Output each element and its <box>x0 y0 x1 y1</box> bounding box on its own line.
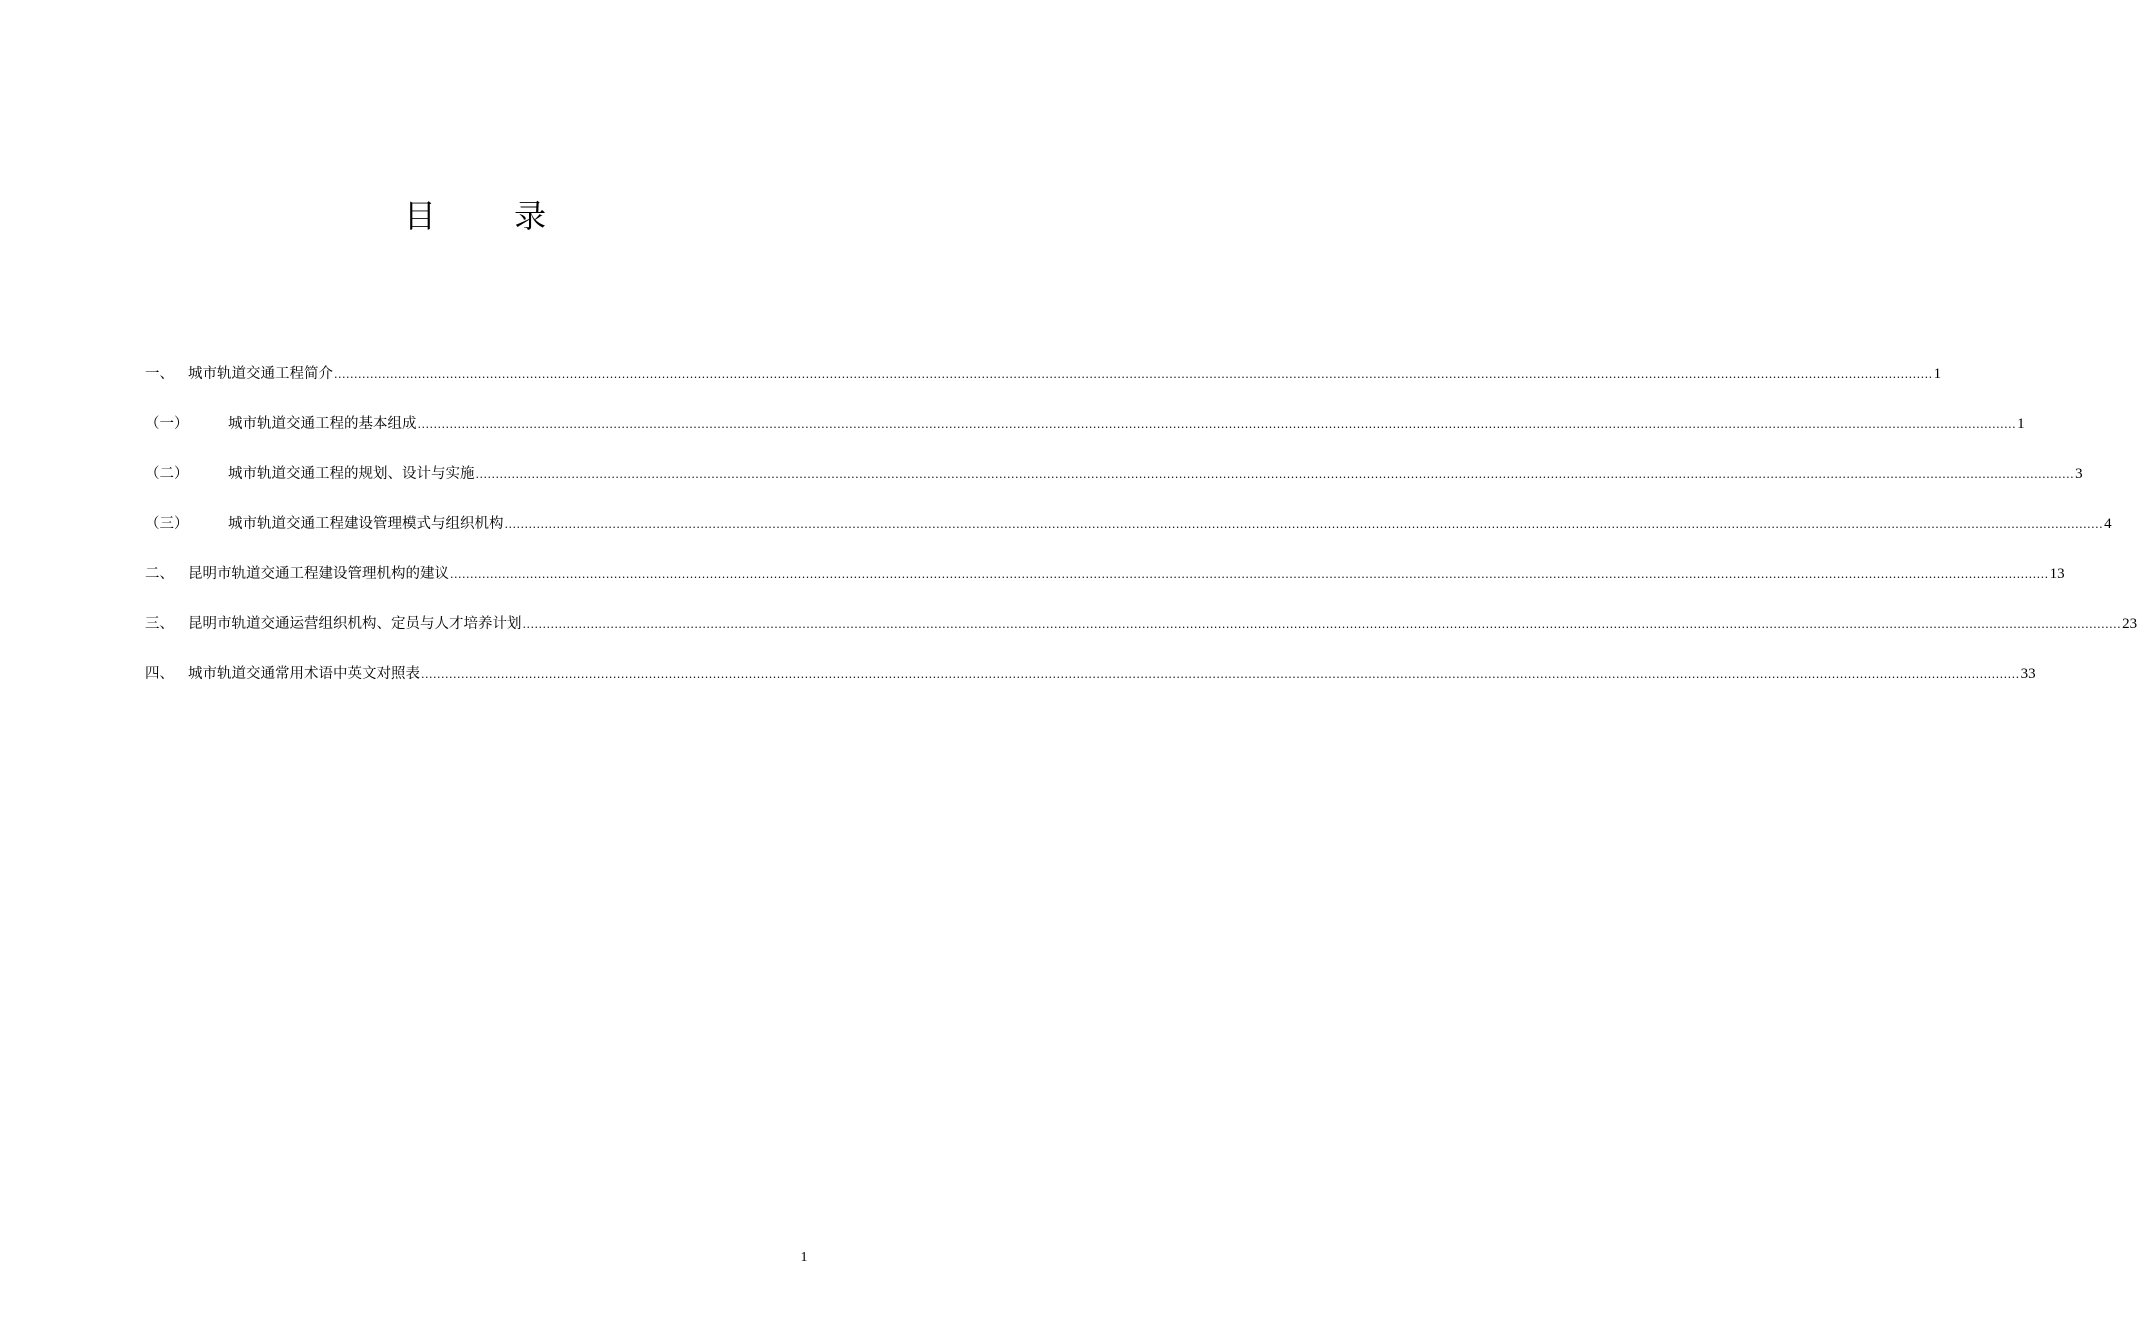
toc-dot-leader: ................................................................................................................................................................................................................................................................................................................................................................................................................ <box>522 618 2122 631</box>
toc-entry[interactable] <box>145 412 2025 462</box>
toc-dot-leader: ................................................................................................................................................................................................................................................................................................................................................................................................................ <box>421 668 2020 681</box>
toc-entry-number: （二） <box>145 466 189 482</box>
toc-entry-title: 昆明市轨道交通运营组织机构、定员与人才培养计划 <box>188 616 522 632</box>
page-title: 目 录 <box>403 197 581 235</box>
toc-dot-leader: ................................................................................................................................................................................................................................................................................................................................................................................................................ <box>475 468 2075 481</box>
toc-entry[interactable] <box>145 662 2036 712</box>
toc-entry-title: 昆明市轨道交通工程建设管理机构的建议 <box>188 566 449 582</box>
toc-dot-leader: ................................................................................................................................................................................................................................................................................................................................................................................................................ <box>504 518 2104 531</box>
toc-dot-leader: ................................................................................................................................................................................................................................................................................................................................................................................................................ <box>334 368 1933 381</box>
toc-entry[interactable] <box>145 562 2065 612</box>
toc-entry[interactable] <box>145 512 2112 562</box>
toc-entry[interactable] <box>145 462 2083 512</box>
toc-dot-leader: ................................................................................................................................................................................................................................................................................................................................................................................................................ <box>417 418 2017 431</box>
table-of-contents <box>145 362 2137 712</box>
toc-entry-number: 一、 <box>145 366 174 382</box>
toc-entry-title: 城市轨道交通工程的规划、设计与实施 <box>228 466 475 482</box>
toc-entry-title: 城市轨道交通工程简介 <box>188 366 333 382</box>
toc-entry-page: 1 <box>2017 416 2025 432</box>
toc-entry-number: （三） <box>145 516 189 532</box>
toc-entry-title: 城市轨道交通工程建设管理模式与组织机构 <box>228 516 504 532</box>
page-number: 1 <box>800 1250 808 1265</box>
toc-dot-leader: ................................................................................................................................................................................................................................................................................................................................................................................................................ <box>450 568 2049 581</box>
toc-entry-number: 四、 <box>145 666 174 682</box>
toc-entry-page: 33 <box>2020 666 2036 682</box>
toc-entry-page: 13 <box>2049 566 2065 582</box>
toc-entry[interactable] <box>145 362 1942 412</box>
toc-entry-page: 4 <box>2104 516 2112 532</box>
toc-entry-number: 三、 <box>145 616 174 632</box>
toc-entry-number: （一） <box>145 416 189 432</box>
toc-entry-page: 3 <box>2075 466 2083 482</box>
toc-entry-number: 二、 <box>145 566 174 582</box>
toc-entry-page: 23 <box>2122 616 2137 632</box>
toc-entry-title: 城市轨道交通工程的基本组成 <box>228 416 417 432</box>
toc-entry-page: 1 <box>1933 366 1942 382</box>
toc-entry[interactable] <box>145 612 2137 662</box>
toc-entry-title: 城市轨道交通常用术语中英文对照表 <box>188 666 420 682</box>
